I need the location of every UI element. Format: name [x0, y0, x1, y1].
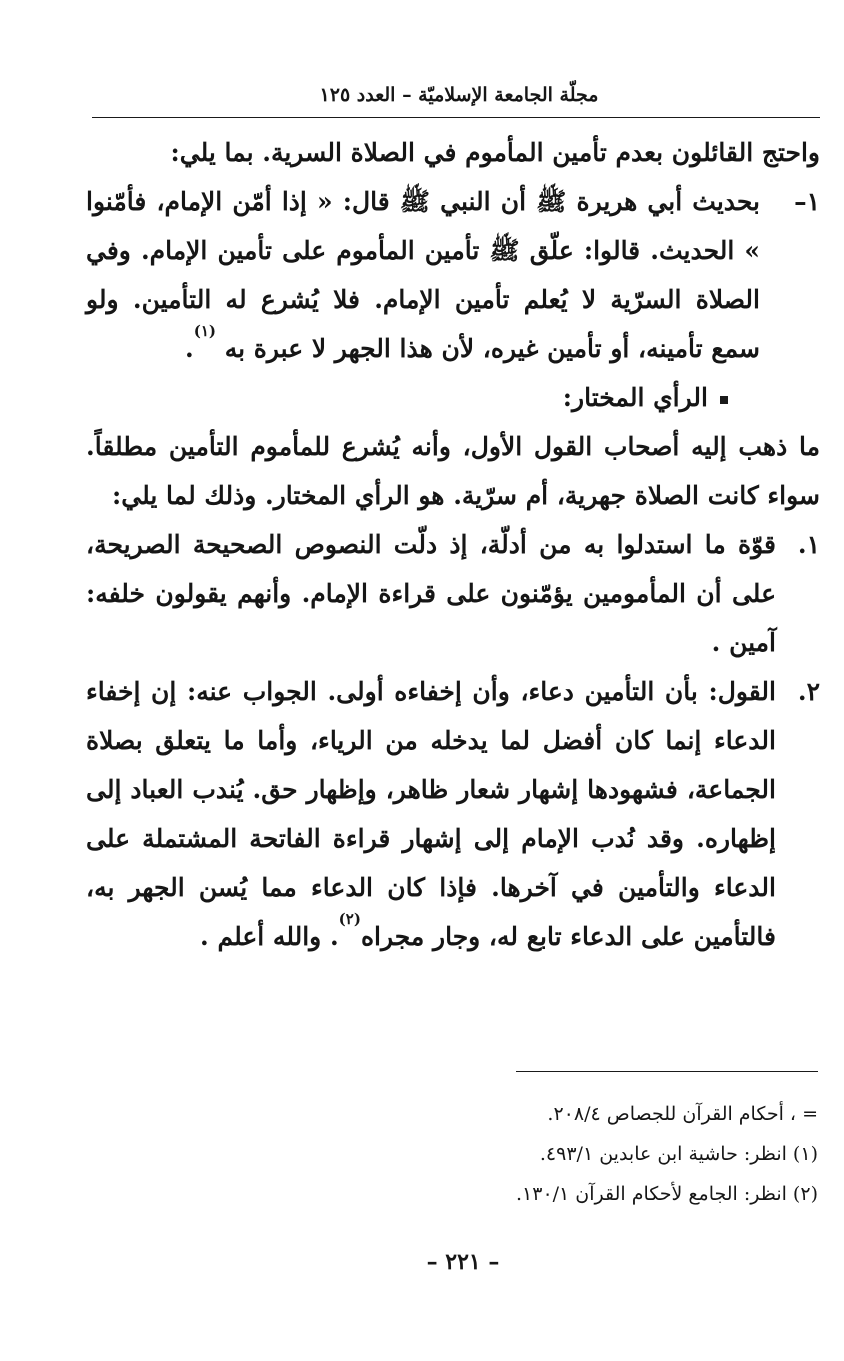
evidence-item-1 [86, 177, 820, 373]
point-number: ١. [797, 530, 820, 559]
footnote-ref-2[interactable]: (٢) [338, 910, 361, 928]
chosen-opinion-paragraph: ما ذهب إليه أصحاب القول الأول، وأنه يُشرع للمأموم التأمين مطلقاً. سواء كانت الصلاة جهرية، أم سرّية. هو الرأي المختار. وذلك لما يلي: [86, 432, 820, 510]
footnote-continued: = ، أحكام القرآن للجصاص ٢٠٨/٤. [547, 1103, 818, 1125]
chosen-opinion-heading [86, 373, 820, 422]
item-end: . [185, 334, 194, 363]
page-number: – ٢٢١ – [426, 1249, 500, 1275]
intro-paragraph: واحتج القائلون بعدم تأمين المأموم في الصلاة السرية. بما يلي: [170, 138, 820, 167]
point-end: . والله أعلم . [200, 922, 339, 951]
running-header: مجلّة الجامعة الإسلاميّة – العدد ١٢٥ [319, 84, 599, 106]
footnotes [100, 1094, 818, 1214]
footnote-ref-1[interactable]: (١) [193, 322, 216, 340]
footnote-2: (٢) انظر: الجامع لأحكام القرآن ١٣٠/١. [515, 1183, 818, 1205]
main-text [86, 128, 820, 961]
point-text: قوّة ما استدلوا به من أدلّة، إذ دلّت النصوص الصحيحة الصريحة، على أن المأمومين يؤمّنون على قراءة الإمام. وأنهم يقولون خلفه: آمين . [86, 530, 776, 657]
square-bullet-icon [720, 396, 728, 404]
footnote-separator [516, 1071, 818, 1072]
reason-point-2 [86, 667, 820, 961]
item-number: ١– [794, 187, 820, 216]
footnote-1: (١) انظر: حاشية ابن عابدين ٤٩٣/١. [539, 1143, 818, 1165]
item-text: بحديث أبي هريرة ﷺ أن النبي ﷺ قال: « إذا أمّن الإمام، فأمّنوا » الحديث. قالوا: علّق ﷺ تأمين المأموم على تأمين الإمام. وفي الصلاة السرّية لا يُعلم تأمين الإمام. فلا يُشرع له التأمين. ولو سمع تأمينه، أو تأمين غيره، لأن هذا الجهر لا عبرة به [86, 187, 760, 363]
reason-point-1 [86, 520, 820, 667]
point-text: القول: بأن التأمين دعاء، وأن إخفاءه أولى. الجواب عنه: إن إخفاء الدعاء إنما كان أفضل لما يدخله من الرياء، وأما ما يتعلق بصلاة الجماعة، فشهودها إشهار شعار ظاهر، وإظهار حق. يُندب العباد إلى إظهاره. وقد نُدب الإمام إلى إشهار قراءة الفاتحة المشتملة على الدعاء والتأمين في آخرها. فإذا كان الدعاء مما يُسن الجهر به، فالتأمين على الدعاء تابع له، وجار مجراه [86, 677, 776, 951]
point-number: ٢. [797, 677, 820, 706]
header-rule [92, 117, 820, 118]
heading-text: الرأي المختار: [562, 383, 708, 412]
